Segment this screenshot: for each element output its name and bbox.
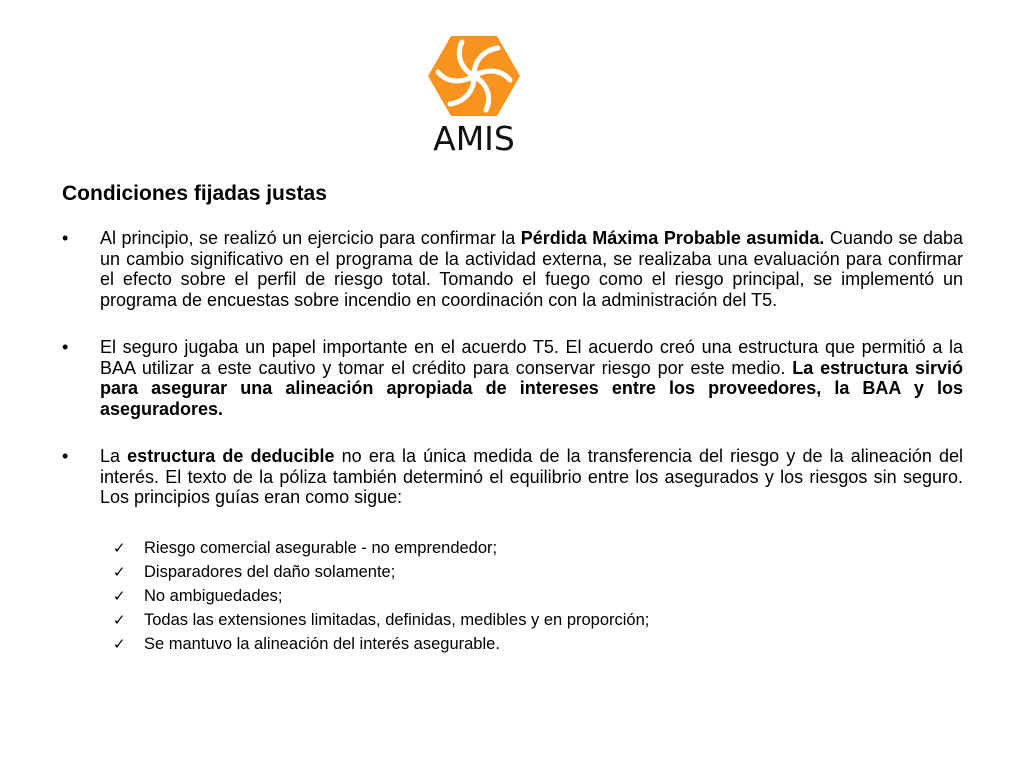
bullet-icon: •: [62, 228, 69, 248]
checklist-item: [62, 608, 963, 632]
bullet-icon: •: [62, 337, 69, 357]
checklist-item: [62, 536, 963, 560]
paragraph-text: no era la única medida de la transferencia del riesgo y de la alineación del interés. El texto de la póliza también determinó el equilibrio entre los asegurados y los riesgos sin seguro. Los principios guías eran como sigue:: [100, 446, 963, 507]
paragraph-text: Cuando se daba un cambio significativo en el programa de la actividad externa, se realizaba una evaluación para confirmar el efecto sobre el perfil de riesgo total. Tomando el fuego como el riesgo principal, se implementó un programa de encuestas sobre incendio en coordinación con la administración del T5.: [100, 228, 964, 310]
bullet-paragraph-3: [62, 446, 963, 508]
paragraph-text: El seguro jugaba un papel importante en el acuerdo T5. El acuerdo creó una estructura que permitió a la BAA utilizar a este cautivo y tomar el crédito para conservar riesgo por este medio.: [100, 337, 963, 378]
bullet-icon: •: [62, 446, 69, 466]
amis-pinwheel-icon: [428, 36, 520, 116]
checkmark-icon: ✓: [113, 562, 126, 581]
checkmark-icon: ✓: [113, 634, 126, 653]
checklist-item: [62, 584, 963, 608]
checklist-item-text: Se mantuvo la alineación del interés asegurable.: [144, 634, 500, 653]
checkmark-icon: ✓: [113, 610, 126, 629]
slide-body: [62, 228, 963, 656]
checklist-item-text: Disparadores del daño solamente;: [144, 562, 396, 581]
bullet-paragraph-2: [62, 337, 963, 419]
checklist-item-text: Todas las extensiones limitadas, definidas, medibles y en proporción;: [144, 610, 650, 629]
amis-wordmark: AMIS: [433, 119, 515, 158]
checkmark-icon: ✓: [113, 586, 126, 605]
slide-title: Condiciones fijadas justas: [62, 182, 327, 205]
checklist-item-text: No ambiguedades;: [144, 586, 283, 605]
paragraph-bold-text: Pérdida Máxima Probable asumida.: [520, 228, 825, 248]
paragraph-bold-text: estructura de deducible: [127, 446, 335, 466]
paragraph-bold-text: La estructura sirvió para asegurar una alineación apropiada de intereses entre los proveedores, la BAA y los aseguradores.: [100, 357, 964, 419]
principles-checklist: [62, 536, 963, 656]
bullet-paragraph-1: [62, 228, 963, 310]
checkmark-icon: ✓: [113, 538, 126, 557]
checklist-item: [62, 632, 963, 656]
paragraph-text: Al principio, se realizó un ejercicio para confirmar la: [100, 228, 521, 248]
amis-logo: [416, 36, 532, 158]
paragraph-text: La: [100, 446, 128, 466]
checklist-item: [62, 560, 963, 584]
checklist-item-text: Riesgo comercial asegurable - no emprendedor;: [144, 538, 498, 557]
